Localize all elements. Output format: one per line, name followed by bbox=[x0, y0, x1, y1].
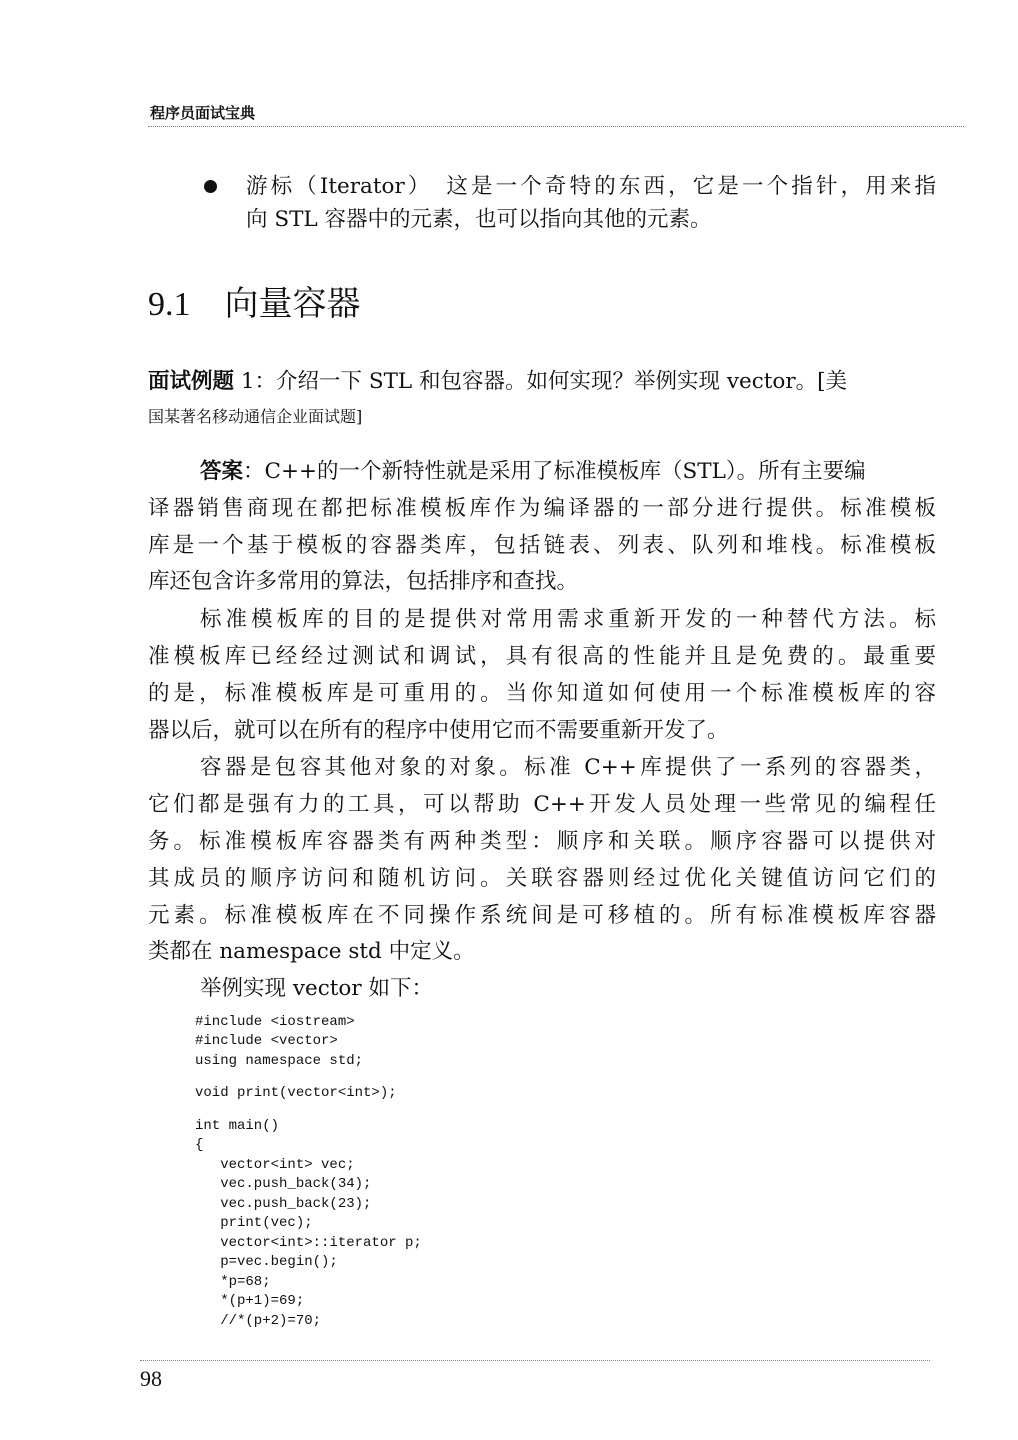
question-label: 面试例题 bbox=[148, 369, 235, 394]
code-line: { bbox=[195, 1137, 204, 1153]
example-intro: 举例实现 vector 如下： bbox=[200, 976, 433, 1001]
footer-rule bbox=[140, 1360, 930, 1361]
answer-label: 答案 bbox=[200, 459, 244, 484]
para2-line: 标准模板库的目的是提供对常用需求重新开发的一种替代方法。标 bbox=[200, 607, 936, 632]
code-line: #include <vector> bbox=[195, 1033, 338, 1049]
section-number: 9.1 bbox=[148, 286, 191, 323]
bullet-line-2: 向 STL 容器中的元素，也可以指向其他的元素。 bbox=[246, 207, 712, 232]
running-header-title: 程序员面试宝典 bbox=[150, 104, 256, 122]
para3-line: 元素。标准模板库在不同操作系统间是可移植的。所有标准模板库容器 bbox=[148, 903, 936, 928]
answer-text: ：C++的一个新特性就是采用了标准模板库（STL）。所有主要编 bbox=[243, 459, 866, 484]
code-line: vector<int>::iterator p; bbox=[195, 1235, 422, 1251]
para2-line: 的是，标准模板库是可重用的。当你知道如何使用一个标准模板库的容 bbox=[148, 681, 936, 706]
para3-line: 其成员的顺序访问和随机访问。关联容器则经过优化关键值访问它们的 bbox=[148, 866, 936, 891]
answer-line: 库还包含许多常用的算法，包括排序和查找。 bbox=[148, 569, 579, 594]
question-line-2: 国某著名移动通信企业面试题] bbox=[148, 407, 363, 426]
para3-line: 务。标准模板库容器类有两种类型：顺序和关联。顺序容器可以提供对 bbox=[148, 829, 936, 854]
code-line: vector<int> vec; bbox=[195, 1157, 355, 1173]
para2-line: 准模板库已经经过测试和调试，具有很高的性能并且是免费的。最重要 bbox=[148, 644, 936, 669]
question-text: 1：介绍一下 STL 和包容器。如何实现？举例实现 vector。[美 bbox=[234, 369, 848, 394]
section-title: 向量容器 bbox=[224, 284, 361, 324]
code-line: //*(p+2)=70; bbox=[195, 1313, 322, 1329]
section-heading bbox=[148, 276, 361, 325]
code-line: int main() bbox=[195, 1118, 280, 1134]
header-rule bbox=[148, 126, 964, 127]
para3-line: 类都在 namespace std 中定义。 bbox=[148, 939, 475, 964]
para2-line: 器以后，就可以在所有的程序中使用它而不需要重新开发了。 bbox=[148, 718, 729, 743]
bullet-line-1: 游标（Iterator） 这是一个奇特的东西，它是一个指针，用来指 bbox=[246, 174, 936, 199]
para3-line: 容器是包容其他对象的对象。标准 C++库提供了一系列的容器类， bbox=[200, 755, 936, 780]
code-line: print(vec); bbox=[195, 1215, 313, 1231]
answer-line: 译器销售商现在都把标准模板库作为编译器的一部分进行提供。标准模板 bbox=[148, 496, 936, 521]
code-line: vec.push_back(34); bbox=[195, 1176, 372, 1192]
bullet-icon bbox=[204, 180, 217, 193]
question-line-1 bbox=[148, 367, 936, 397]
page-number: 98 bbox=[140, 1366, 162, 1391]
code-line: *(p+1)=69; bbox=[195, 1293, 305, 1309]
code-line: *p=68; bbox=[195, 1274, 271, 1290]
code-line: vec.push_back(23); bbox=[195, 1196, 372, 1212]
code-line: using namespace std; bbox=[195, 1053, 364, 1069]
answer-line-1 bbox=[200, 457, 936, 487]
code-line: p=vec.begin(); bbox=[195, 1254, 338, 1270]
para3-line: 它们都是强有力的工具，可以帮助 C++开发人员处理一些常见的编程任 bbox=[148, 792, 936, 817]
answer-line: 库是一个基于模板的容器类库，包括链表、列表、队列和堆栈。标准模板 bbox=[148, 533, 936, 558]
code-line: #include <iostream> bbox=[195, 1014, 355, 1030]
code-line: void print(vector<int>); bbox=[195, 1085, 397, 1101]
